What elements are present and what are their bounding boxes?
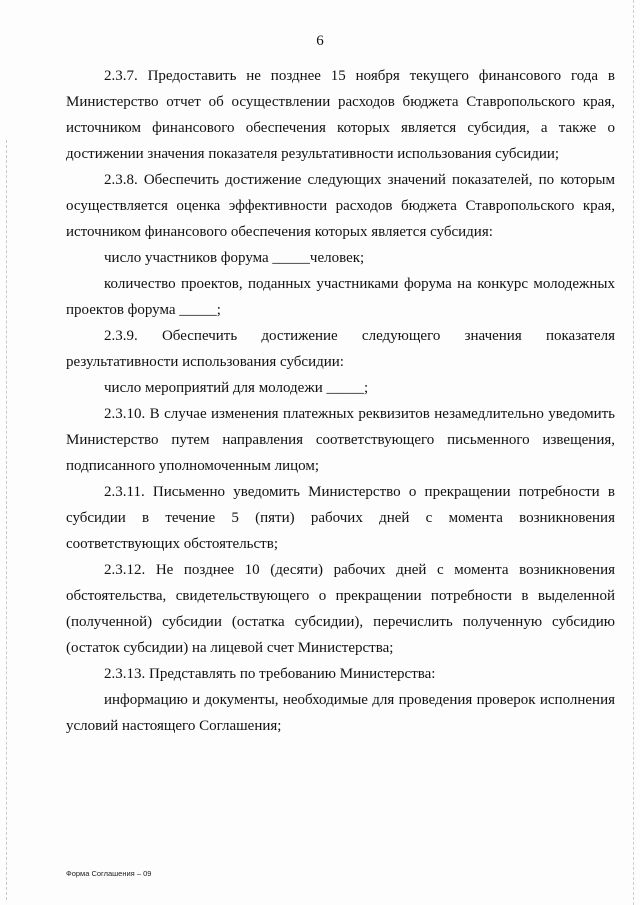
document-body bbox=[66, 63, 615, 739]
scan-edge-right bbox=[633, 0, 635, 905]
clause-2-3-12: 2.3.12. Не позднее 10 (десяти) рабочих дней с момента возникновения обстоятельства, свидетельствующего о прекращении потребности в выделенной (полученной) субсидии (остатка субсидии), перечислить полученную субсидию (остаток субсидии) на лицевой счет Министерства; bbox=[66, 562, 615, 656]
clause-2-3-8: 2.3.8. Обеспечить достижение следующих значений показателей, по которым осуществляется оценка эффективности расходов бюджета Ставропольского края, источником финансового обеспечения которых является субсидия: bbox=[66, 172, 615, 240]
clause-2-3-11: 2.3.11. Письменно уведомить Министерство о прекращении потребности в субсидии в течение 5 (пяти) рабочих дней с момента возникновения соответствующих обстоятельств; bbox=[66, 484, 615, 552]
indicator-participants: число участников форума _____человек; bbox=[104, 250, 365, 266]
page-number: 6 bbox=[316, 33, 324, 49]
footer-form-label: Форма Соглашения – 09 bbox=[66, 869, 152, 878]
clause-info-documents: информацию и документы, необходимые для проведения проверок исполнения условий настоящего Соглашения; bbox=[66, 692, 615, 734]
clause-2-3-10: 2.3.10. В случае изменения платежных реквизитов незамедлительно уведомить Министерство путем направления соответствующего письменного извещения, подписанного уполномоченным лицом; bbox=[66, 406, 615, 474]
clause-2-3-7: 2.3.7. Предоставить не позднее 15 ноября текущего финансового года в Министерство отчет об осуществлении расходов бюджета Ставропольского края, источником финансового обеспечения которых является субсидия, а также о достижении значения показателя результативности использования субсидии; bbox=[66, 68, 615, 162]
clause-2-3-9: 2.3.9. Обеспечить достижение следующего значения показателя результативности использования субсидии: bbox=[66, 328, 615, 370]
indicator-events: число мероприятий для молодежи _____; bbox=[104, 380, 369, 396]
clause-2-3-13: 2.3.13. Представлять по требованию Министерства: bbox=[104, 666, 436, 682]
indicator-projects: количество проектов, поданных участниками форума на конкурс молодежных проектов форума _____; bbox=[66, 276, 615, 318]
scan-edge-left bbox=[6, 140, 8, 900]
